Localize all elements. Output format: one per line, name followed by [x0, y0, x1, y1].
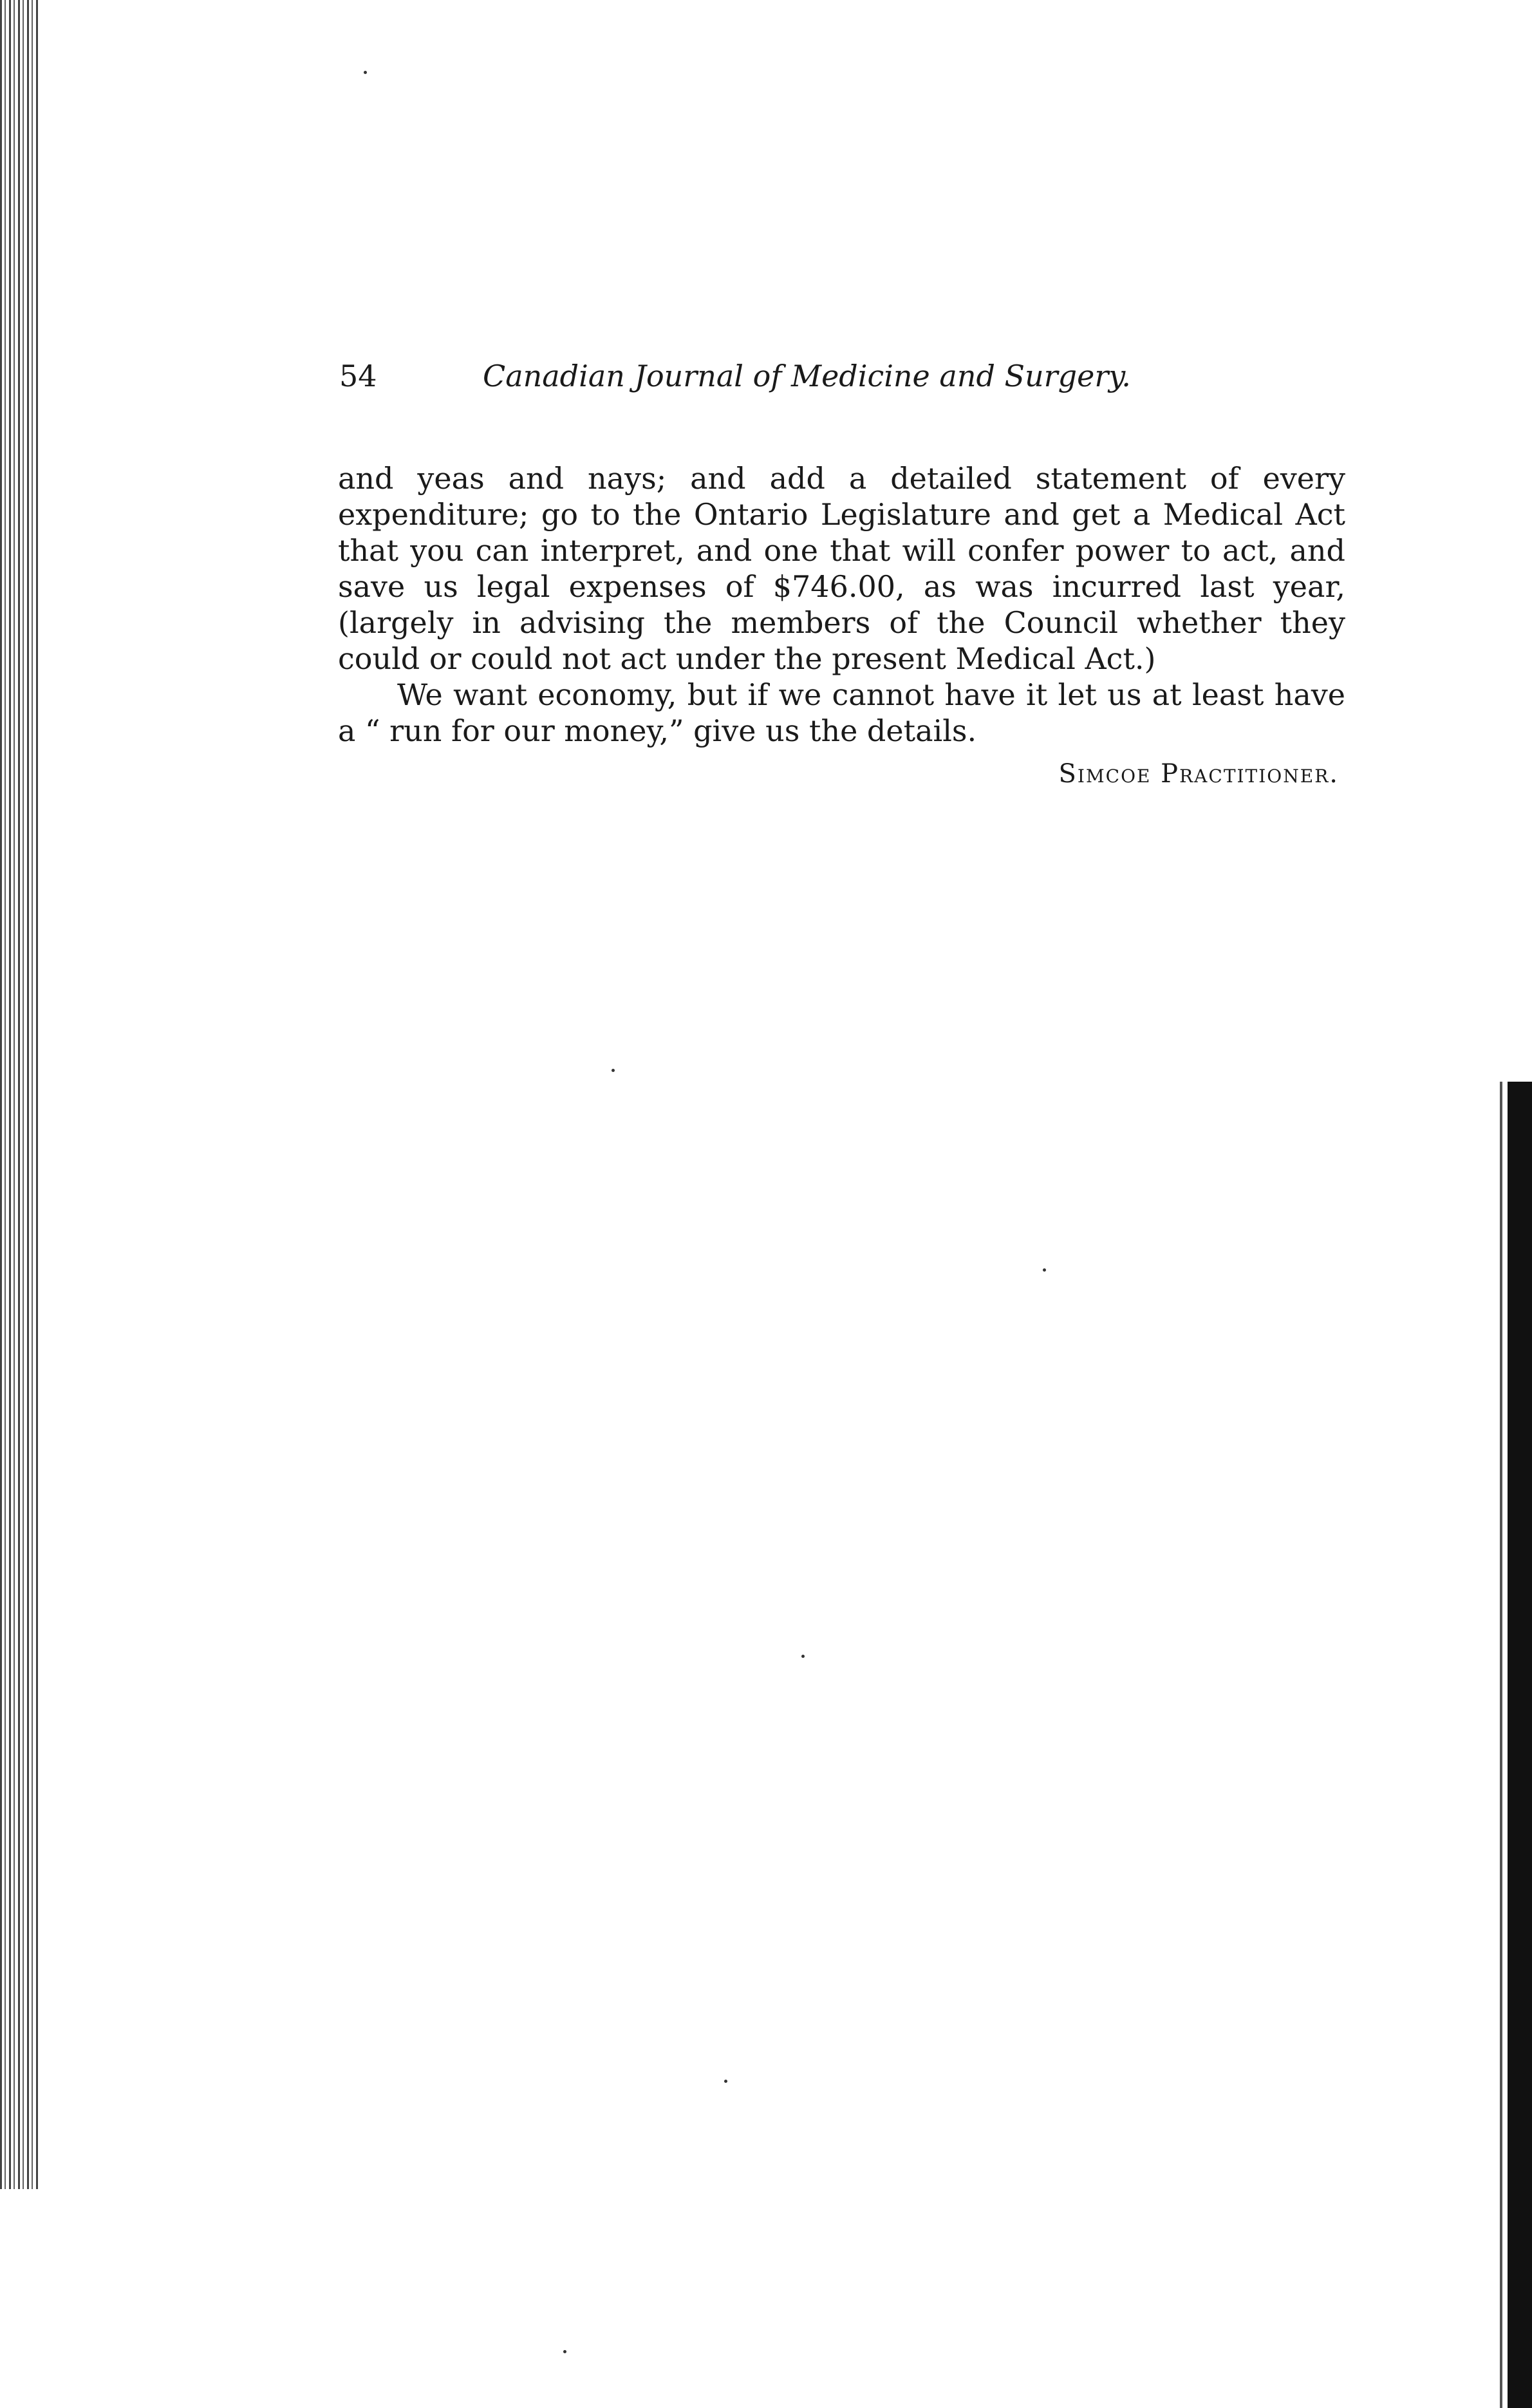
running-head	[338, 344, 1345, 396]
scan-speck	[612, 1069, 615, 1072]
scan-speck	[724, 2080, 727, 2083]
scan-speck	[1043, 1268, 1046, 1272]
page-number: 54	[339, 359, 377, 393]
signature: Simcoe Practitioner.	[1058, 759, 1339, 789]
document-page	[338, 344, 1345, 789]
scan-left-edge	[0, 0, 39, 2189]
scan-speck	[364, 71, 367, 74]
scan-right-edge	[1493, 1082, 1532, 2408]
scan-speck	[563, 2350, 566, 2353]
letter-body	[338, 460, 1345, 749]
journal-title: Canadian Journal of Medicine and Surgery.	[483, 359, 1131, 393]
paragraph-1: and yeas and nays; and add a detailed statement of every expenditure; go to the Ontario Legislature and get a Medical Act that you can interpret, and one that will confer power to act, and save us legal expenses of $746.00, as was incurred last year, (largely in advising the members of the Council whether they could or could not act under the present Medical Act.)	[338, 461, 1345, 676]
scan-speck	[801, 1655, 805, 1658]
paragraph-2: We want economy, but if we cannot have it let us at least have a “ run for our money,” give us the details.	[338, 677, 1345, 748]
